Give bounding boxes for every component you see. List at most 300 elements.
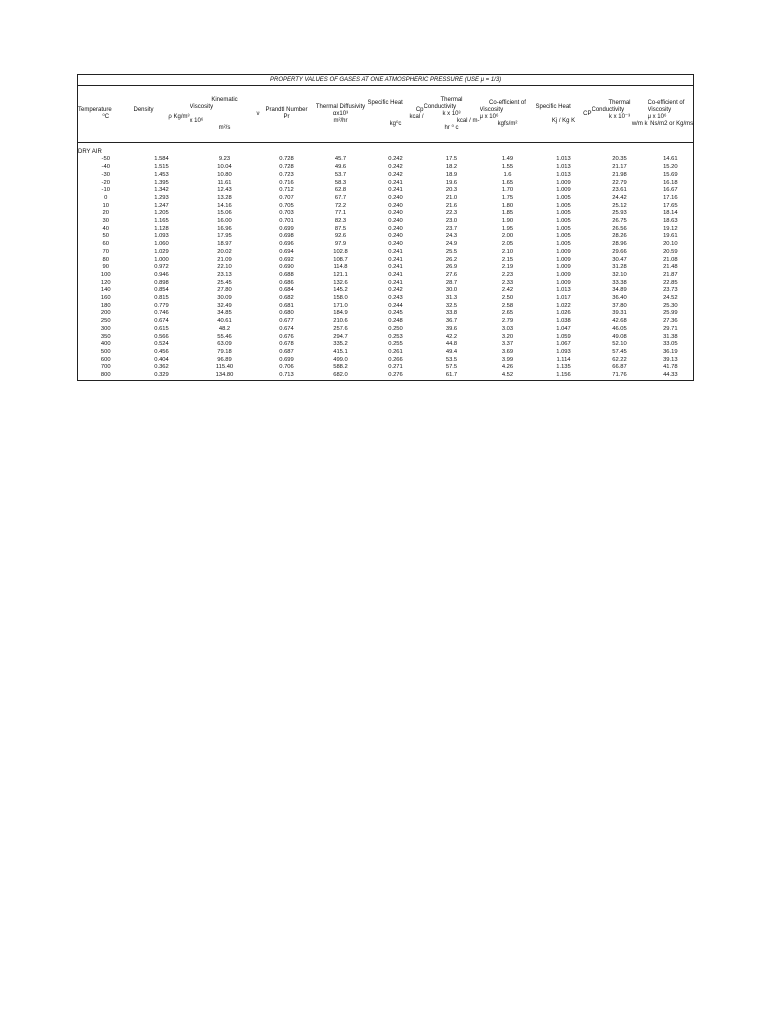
- table-cell: 0.698: [279, 233, 294, 240]
- table-body: [78, 156, 694, 380]
- table-cell: 62.22: [612, 356, 627, 363]
- table-cell: 96.89: [217, 356, 232, 363]
- table-cell: 1.49: [501, 156, 514, 163]
- table-cell: 23.0: [445, 218, 458, 225]
- table-cell: 0.240: [388, 218, 403, 225]
- table-cell: 27.36: [663, 318, 678, 325]
- table-cell: 3.69: [501, 348, 514, 355]
- conductivity-unit-2: hr ⁰ c: [444, 124, 459, 131]
- table-cell: 0.266: [388, 356, 403, 363]
- table-cell: 2.65: [501, 310, 514, 317]
- table-cell: 134.80: [215, 372, 234, 379]
- table-cell: 20.10: [663, 241, 678, 248]
- table-cell: 1.247: [154, 202, 169, 209]
- specific-heat-label: Specific Heat: [367, 100, 403, 106]
- table-cell: 57.5: [445, 364, 458, 371]
- conductivity-si-label-1: Thermal: [608, 100, 631, 106]
- table-cell: 1.005: [556, 233, 571, 240]
- table-cell: 22.85: [663, 279, 678, 286]
- table-cell: 0.728: [279, 164, 294, 171]
- table-cell: 0: [104, 194, 108, 201]
- table-cell: 15.69: [663, 171, 678, 178]
- table-cell: 0.688: [279, 271, 294, 278]
- table-cell: 2.58: [501, 302, 514, 309]
- table-cell: 20.59: [663, 248, 678, 255]
- table-cell: 10.04: [217, 164, 232, 171]
- section-label: DRY AIR: [78, 149, 102, 155]
- viscosity-si-label-2: Viscosity: [647, 107, 672, 113]
- table-cell: 17.5: [445, 156, 458, 163]
- header-specific-heat: [368, 86, 424, 143]
- table-cell: 40: [102, 225, 109, 232]
- table-cell: 1.009: [556, 279, 571, 286]
- table-cell: 1.022: [556, 302, 571, 309]
- table-cell: 500: [100, 348, 111, 355]
- table-cell: 0.690: [279, 264, 294, 271]
- table-cell: -20: [101, 179, 110, 186]
- table-cell: 1.95: [501, 225, 514, 232]
- table-cell: 0.676: [279, 333, 294, 340]
- table-cell: 0.244: [388, 302, 403, 309]
- table-cell: 48.2: [218, 325, 231, 332]
- table-cell: 0.716: [279, 179, 294, 186]
- table-cell: 1.128: [154, 225, 169, 232]
- table-cell: 1.009: [556, 179, 571, 186]
- table-cell: 34.89: [612, 287, 627, 294]
- table-cell: 0.404: [154, 356, 169, 363]
- table-cell: 2.79: [501, 318, 514, 325]
- table-cell: 36.19: [663, 348, 678, 355]
- kinematic-symbol: ν: [256, 110, 260, 117]
- table-cell: 2.50: [501, 295, 514, 302]
- table-cell: 120: [100, 279, 111, 286]
- table-cell: 1.013: [556, 164, 571, 171]
- table-cell: 0.713: [279, 372, 294, 379]
- table-cell: 0.687: [279, 348, 294, 355]
- table-row: [78, 264, 694, 272]
- table-cell: 53.5: [445, 356, 458, 363]
- table-cell: 180: [100, 302, 111, 309]
- table-cell: 0.241: [388, 279, 403, 286]
- table-cell: 0.701: [279, 218, 294, 225]
- table-row: [78, 203, 694, 211]
- table-cell: 49.08: [612, 333, 627, 340]
- table-cell: 160: [100, 295, 111, 302]
- table-cell: 0.242: [388, 287, 403, 294]
- table-cell: 0.705: [279, 202, 294, 209]
- table-cell: 0.240: [388, 210, 403, 217]
- conductivity-unit-1: kcal / m-: [456, 117, 480, 124]
- table-cell: 1.026: [556, 310, 571, 317]
- table-cell: 92.6: [334, 233, 347, 240]
- table-cell: 58.3: [334, 179, 347, 186]
- table-cell: 132.6: [333, 279, 348, 286]
- table-cell: 2.19: [501, 264, 514, 271]
- table-row: [78, 334, 694, 342]
- table-row: [78, 210, 694, 218]
- table-cell: 1.55: [501, 164, 514, 171]
- table-cell: 350: [100, 333, 111, 340]
- table-cell: 44.8: [445, 341, 458, 348]
- table-cell: 0.706: [279, 364, 294, 371]
- table-cell: 25.99: [663, 310, 678, 317]
- temperature-unit: ⁰C: [102, 114, 110, 120]
- table-cell: 29.71: [663, 325, 678, 332]
- table-cell: 30.47: [612, 256, 627, 263]
- table-cell: 0.276: [388, 372, 403, 379]
- viscosity-si-unit: Ns/m2 or Kg/ms: [650, 121, 694, 127]
- table-cell: 0.674: [279, 325, 294, 332]
- table-cell: 1.009: [556, 271, 571, 278]
- table-cell: 24.52: [663, 295, 678, 302]
- density-unit: ρ Kg/m³: [168, 114, 190, 120]
- table-cell: 2.42: [501, 287, 514, 294]
- table-row: [78, 241, 694, 249]
- conductivity-si-label-2: Conductivity: [591, 107, 625, 113]
- table-cell: 0.240: [388, 194, 403, 201]
- table-cell: 15.06: [217, 210, 232, 217]
- table-cell: 3.03: [501, 325, 514, 332]
- header-thermal-conductivity: [424, 86, 480, 143]
- table-cell: 39.6: [445, 325, 458, 332]
- table-cell: 1.009: [556, 264, 571, 271]
- table-cell: 22.79: [612, 179, 627, 186]
- specific-heat-symbol: Cp: [415, 107, 424, 113]
- table-cell: 1.000: [154, 256, 169, 263]
- table-row: [78, 303, 694, 311]
- table-cell: 24.3: [445, 233, 458, 240]
- table-row: [78, 226, 694, 234]
- table-row: [78, 195, 694, 203]
- table-cell: 20.3: [445, 187, 458, 194]
- table-cell: 0.240: [388, 202, 403, 209]
- table-cell: 57.45: [612, 348, 627, 355]
- table-cell: 0.241: [388, 256, 403, 263]
- table-cell: 20.02: [217, 248, 232, 255]
- table-cell: 22.10: [217, 264, 232, 271]
- table-row: [78, 349, 694, 357]
- table-cell: 0.250: [388, 325, 403, 332]
- table-row: [78, 357, 694, 365]
- table-cell: 11.61: [217, 179, 232, 186]
- table-cell: 46.05: [612, 325, 627, 332]
- table-row: [78, 364, 694, 372]
- viscosity-label-2: Viscosity: [479, 107, 504, 113]
- table-cell: -50: [101, 156, 110, 163]
- table-cell: 23.13: [217, 271, 232, 278]
- table-cell: 18.2: [445, 164, 458, 171]
- diffusivity-label: Thermal Diffusivity: [315, 103, 366, 110]
- kinematic-label-2: Viscosity: [189, 103, 214, 110]
- table-cell: 1.135: [556, 364, 571, 371]
- header-kinematic-viscosity: [190, 86, 260, 143]
- temperature-label: Temperature: [78, 107, 112, 113]
- table-cell: 21.87: [663, 271, 678, 278]
- table-cell: 18.9: [445, 171, 458, 178]
- viscosity-label-1: Co-efficient of: [489, 100, 526, 106]
- table-cell: 0.692: [279, 256, 294, 263]
- table-cell: 28.96: [612, 241, 627, 248]
- table-cell: 2.15: [501, 256, 514, 263]
- table-row: [78, 295, 694, 303]
- table-cell: 66.87: [612, 364, 627, 371]
- table-cell: 30: [102, 218, 109, 225]
- table-cell: 1.005: [556, 241, 571, 248]
- table-cell: 1.047: [556, 325, 571, 332]
- table-cell: 44.33: [663, 372, 678, 379]
- table-cell: -10: [101, 187, 110, 194]
- table-cell: 108.7: [333, 256, 348, 263]
- table-cell: 415.1: [333, 348, 348, 355]
- table-cell: 1.060: [154, 241, 169, 248]
- table-cell: 1.165: [154, 218, 169, 225]
- table-cell: 90: [102, 264, 109, 271]
- table-cell: 14.16: [217, 202, 232, 209]
- table-cell: 18.97: [217, 241, 232, 248]
- specific-heat-si-symbol: CP: [583, 110, 592, 117]
- table-row: [78, 341, 694, 349]
- table-cell: 0.245: [388, 310, 403, 317]
- table-cell: 1.005: [556, 194, 571, 201]
- table-cell: 0.707: [279, 194, 294, 201]
- table-cell: 25.93: [612, 210, 627, 217]
- table-cell: 0.699: [279, 225, 294, 232]
- table-cell: 21.48: [663, 264, 678, 271]
- conductivity-label-1: Thermal: [440, 96, 463, 103]
- table-row: [78, 326, 694, 334]
- table-cell: 34.85: [217, 310, 232, 317]
- table-cell: 0.271: [388, 364, 403, 371]
- table-cell: 71.76: [612, 372, 627, 379]
- table-cell: 27.6: [445, 271, 458, 278]
- table-cell: 0.456: [154, 348, 169, 355]
- table-cell: 23.7: [445, 225, 458, 232]
- table-cell: 10: [102, 202, 109, 209]
- table-cell: 24.42: [612, 194, 627, 201]
- table-cell: 32.49: [217, 302, 232, 309]
- table-cell: 335.2: [333, 341, 348, 348]
- table-cell: 600: [100, 356, 111, 363]
- table-cell: 79.18: [217, 348, 232, 355]
- table-cell: 21.08: [663, 256, 678, 263]
- table-row: [78, 272, 694, 280]
- table-cell: 16.67: [663, 187, 678, 194]
- table-cell: 2.10: [501, 248, 514, 255]
- table-cell: 682.0: [333, 372, 348, 379]
- table-cell: 0.362: [154, 364, 169, 371]
- table-cell: 0.681: [279, 302, 294, 309]
- table-cell: 52.10: [612, 341, 627, 348]
- header-prandtl: [260, 86, 314, 143]
- property-table-sheet: [77, 74, 693, 381]
- table-cell: 4.26: [501, 364, 514, 371]
- table-cell: 1.013: [556, 156, 571, 163]
- table-cell: 55.46: [217, 333, 232, 340]
- table-cell: 2.00: [501, 233, 514, 240]
- table-cell: 0.241: [388, 271, 403, 278]
- table-cell: 1.80: [501, 202, 514, 209]
- table-cell: 1.067: [556, 341, 571, 348]
- table-cell: 63.09: [217, 341, 232, 348]
- table-cell: 72.2: [334, 202, 347, 209]
- specific-heat-unit-2: kg⁰c: [389, 121, 402, 127]
- table-cell: 1.059: [556, 333, 571, 340]
- table-cell: 12.43: [217, 187, 232, 194]
- table-row: [78, 287, 694, 295]
- table-cell: 0.261: [388, 348, 403, 355]
- table-cell: 9.23: [218, 156, 231, 163]
- table-cell: 1.293: [154, 194, 169, 201]
- table-cell: 2.33: [501, 279, 514, 286]
- table-cell: 16.18: [663, 179, 678, 186]
- header-row: [78, 86, 694, 143]
- table-row: [78, 372, 694, 380]
- table-cell: 27.80: [217, 287, 232, 294]
- gas-property-table: [77, 74, 694, 381]
- table-cell: 21.17: [612, 164, 627, 171]
- table-cell: 250: [100, 318, 111, 325]
- table-cell: 257.6: [333, 325, 348, 332]
- table-cell: 20.35: [612, 156, 627, 163]
- table-cell: 1.009: [556, 256, 571, 263]
- table-cell: 2.23: [501, 271, 514, 278]
- table-cell: 800: [100, 372, 111, 379]
- table-cell: 0.723: [279, 171, 294, 178]
- table-cell: 0.524: [154, 341, 169, 348]
- table-cell: 29.66: [612, 248, 627, 255]
- table-cell: 1.005: [556, 225, 571, 232]
- table-cell: 10.80: [217, 171, 232, 178]
- table-cell: 400: [100, 341, 111, 348]
- table-cell: 0.696: [279, 241, 294, 248]
- table-cell: 26.75: [612, 218, 627, 225]
- prandtl-symbol: Pr: [283, 114, 290, 120]
- table-cell: 33.8: [445, 310, 458, 317]
- table-cell: 31.3: [445, 295, 458, 302]
- table-cell: 31.28: [612, 264, 627, 271]
- table-cell: 28.7: [445, 279, 458, 286]
- table-cell: 17.16: [663, 194, 678, 201]
- table-row: [78, 156, 694, 164]
- table-cell: 0.682: [279, 295, 294, 302]
- table-cell: 19.6: [445, 179, 458, 186]
- table-cell: 588.2: [333, 364, 348, 371]
- specific-heat-si-label: Specific Heat: [535, 103, 571, 110]
- table-cell: 300: [100, 325, 111, 332]
- table-cell: 1.75: [501, 194, 514, 201]
- table-cell: 1.584: [154, 156, 169, 163]
- table-cell: 13.28: [217, 194, 232, 201]
- table-cell: 200: [100, 310, 111, 317]
- table-cell: 0.240: [388, 241, 403, 248]
- table-cell: 0.248: [388, 318, 403, 325]
- table-cell: 102.8: [333, 248, 348, 255]
- table-cell: 114.8: [333, 264, 348, 271]
- table-cell: 21.98: [612, 171, 627, 178]
- table-cell: 87.5: [334, 225, 347, 232]
- diffusivity-unit: m²/hr: [333, 117, 348, 124]
- table-cell: 0.677: [279, 318, 294, 325]
- section-row: [78, 143, 694, 157]
- table-cell: 33.38: [612, 279, 627, 286]
- table-cell: 1.205: [154, 210, 169, 217]
- table-row: [78, 218, 694, 226]
- table-cell: 20: [102, 210, 109, 217]
- table-cell: 0.746: [154, 310, 169, 317]
- table-cell: 4.52: [501, 372, 514, 379]
- table-cell: 1.013: [556, 171, 571, 178]
- table-cell: 100: [100, 271, 111, 278]
- table-cell: -40: [101, 164, 110, 171]
- table-cell: 40.61: [217, 318, 232, 325]
- table-cell: 115.40: [215, 364, 234, 371]
- header-temperature: [78, 86, 134, 143]
- table-cell: 0.242: [388, 171, 403, 178]
- table-cell: 1.70: [501, 187, 514, 194]
- table-cell: 0.684: [279, 287, 294, 294]
- table-cell: 0.674: [154, 318, 169, 325]
- table-cell: 18.63: [663, 218, 678, 225]
- table-cell: 0.728: [279, 156, 294, 163]
- table-cell: 50: [102, 233, 109, 240]
- table-row: [78, 172, 694, 180]
- table-cell: 0.615: [154, 325, 169, 332]
- table-cell: 0.678: [279, 341, 294, 348]
- table-cell: 26.56: [612, 225, 627, 232]
- table-cell: 499.0: [333, 356, 348, 363]
- table-cell: 26.9: [445, 264, 458, 271]
- table-cell: 0.699: [279, 356, 294, 363]
- table-cell: 1.005: [556, 202, 571, 209]
- kinematic-label-1: Kinematic: [211, 96, 238, 103]
- conductivity-factor: k x 10³: [442, 110, 461, 117]
- table-cell: 33.05: [663, 341, 678, 348]
- table-cell: 45.7: [334, 156, 347, 163]
- table-cell: 0.680: [279, 310, 294, 317]
- table-row: [78, 233, 694, 241]
- table-cell: 1.85: [501, 210, 514, 217]
- table-cell: 61.7: [445, 372, 458, 379]
- header-specific-heat-si: [536, 86, 592, 143]
- table-cell: 49.4: [445, 348, 458, 355]
- table-cell: 1.017: [556, 295, 571, 302]
- table-cell: 25.45: [217, 279, 232, 286]
- table-row: [78, 249, 694, 257]
- table-row: [78, 310, 694, 318]
- table-cell: 294.7: [333, 333, 348, 340]
- table-cell: 24.9: [445, 241, 458, 248]
- table-cell: 21.09: [217, 256, 232, 263]
- table-row: [78, 164, 694, 172]
- table-cell: 15.20: [663, 164, 678, 171]
- table-cell: 25.30: [663, 302, 678, 309]
- table-cell: 0.241: [388, 248, 403, 255]
- table-cell: 121.1: [333, 271, 348, 278]
- table-cell: 32.5: [445, 302, 458, 309]
- specific-heat-unit-1: kcal /: [409, 114, 424, 120]
- viscosity-si-label-1: Co-efficient of: [647, 100, 685, 106]
- conductivity-si-factor: k x 10⁻³: [608, 114, 631, 120]
- table-cell: 77.1: [334, 210, 347, 217]
- table-cell: 3.20: [501, 333, 514, 340]
- table-cell: 25.12: [612, 202, 627, 209]
- table-cell: 0.240: [388, 225, 403, 232]
- table-cell: 1.453: [154, 171, 169, 178]
- diffusivity-symbol: αx10³: [332, 110, 349, 117]
- table-cell: 0.779: [154, 302, 169, 309]
- kinematic-unit: m²/s: [218, 124, 231, 131]
- table-cell: 0.815: [154, 295, 169, 302]
